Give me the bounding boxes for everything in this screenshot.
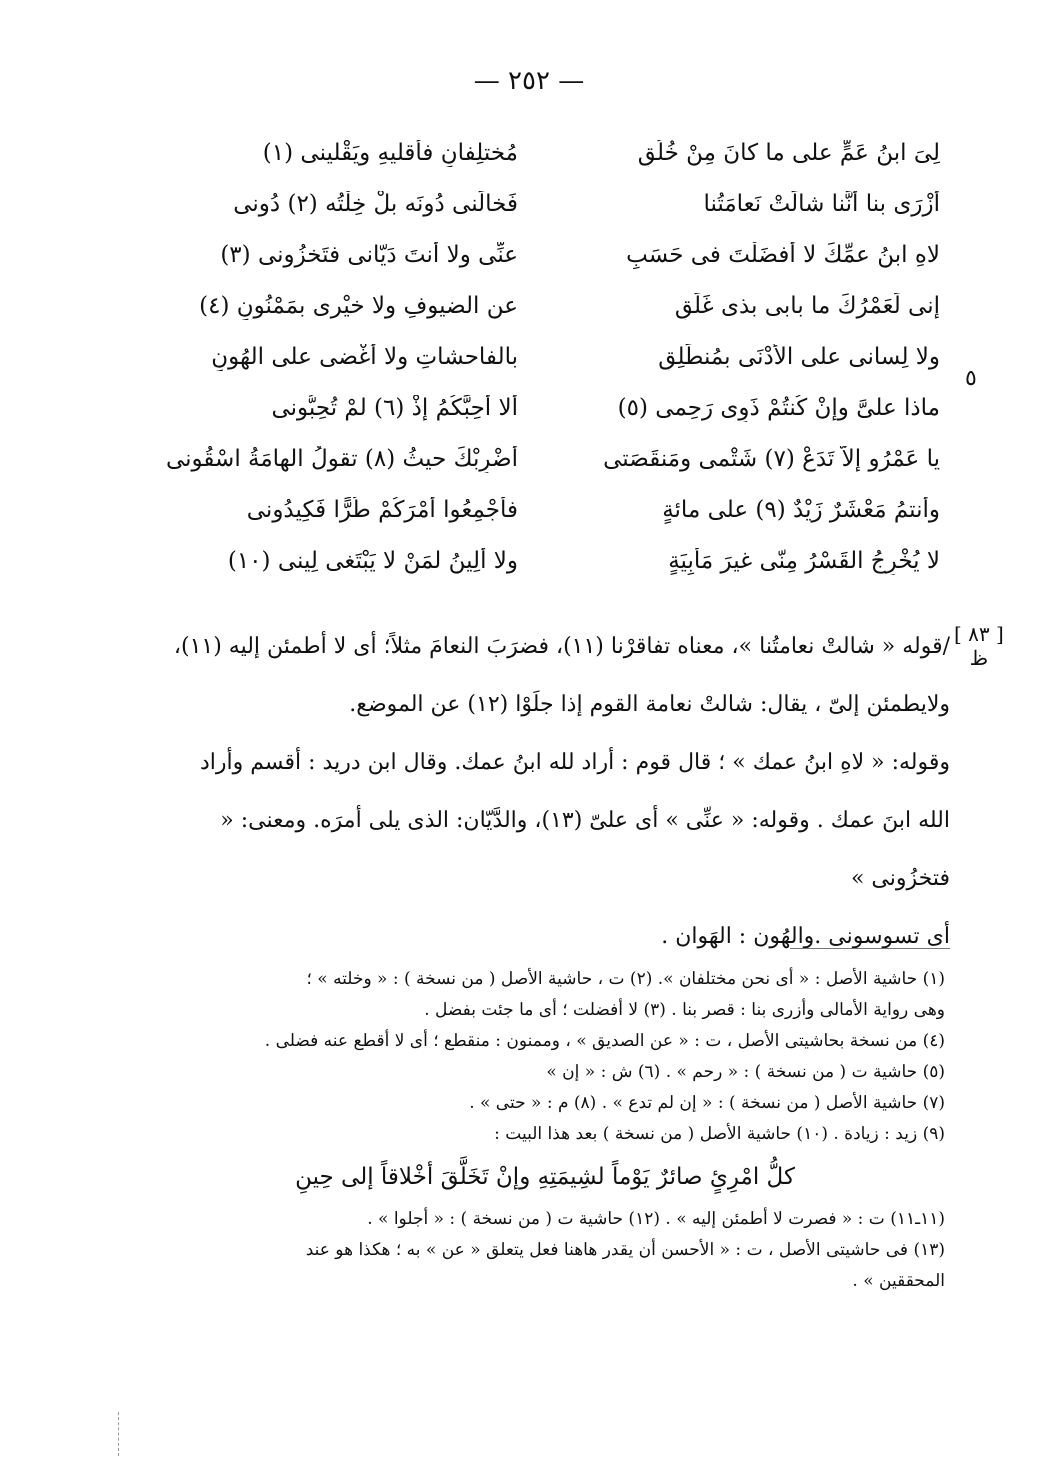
footnote-line: (٥) حاشية ت ( من نسخة ) : « رحم » . (٦) ش : « إن » — [546, 1062, 945, 1082]
verse-second-hemistich: عنِّى ولا أنتَ دَيّانى فتَخزُونى (٣) — [220, 241, 518, 268]
folio-number: [ ٨٣ ] — [954, 622, 1004, 646]
commentary-line: /قوله « شالتْ نعامتُنا »، معناه تفاقرْنا (١١)، فضرَبَ النعامَ مثلاً؛ أى لا أطمئن إليه (١١)، — [173, 634, 950, 659]
verse-second-hemistich: ألا أُحِبَّكُمُ إذْ (٦) لمْ تُحِبُّونى — [271, 394, 518, 421]
footnote-line: (٤) من نسخة بحاشيتى الأصل ، ت : « عن الصديق » ، وممنون : منقطع ؛ أى لا أقطع عنه فضلى . — [264, 1031, 945, 1051]
verse — [160, 230, 940, 281]
verse-first-hemistich: لا يُخْرِجُ القَسْرُ مِنّى غيرَ مَأْبِيَةٍ — [668, 547, 940, 574]
verse — [160, 179, 940, 230]
footnote-line: (١) حاشية الأصل : « أى نحن مختلفان ». (٢) ت ، حاشية الأصل ( من نسخة ) : « وخلته » ؛ — [306, 969, 945, 989]
verse — [160, 434, 940, 485]
folio-side: ظ — [969, 646, 989, 670]
footnote-line: وهى رواية الأمالى وأزرى بنا : قصر بنا . (٣) لا أفضلت ؛ أى ما جئت بفضل . — [424, 1000, 945, 1020]
verse-first-hemistich: ماذا علىَّ وإنْ كُنتُمْ ذَوِى رَحِمى (٥) — [617, 394, 940, 421]
verse-first-hemistich: إنى لَعَمْرُكَ ما بابى بذى غَلَقٍ — [674, 292, 940, 319]
footnote-line: (١١ـ١١) ت : « فصرت لا أطمئن إليه » . (١٢) حاشية ت ( من نسخة ) : « أجلوا » . — [367, 1209, 945, 1229]
verse-first-hemistich: أزْرَى بنا أنَّنا شالَتْ نَعامَتُنا — [703, 190, 940, 217]
verse — [160, 332, 940, 383]
footnote-line: (٩) زيد : زيادة . (١٠) حاشية الأصل ( من نسخة ) بعد هذا البيت : — [494, 1124, 945, 1144]
verse — [160, 128, 940, 179]
line-number-marker: ٥ — [965, 366, 977, 391]
manuscript-folio-reference — [954, 622, 1004, 670]
commentary-line: أى تسوسونى .والهُون : الهَوان . — [661, 924, 950, 949]
commentary-line: الله ابنَ عمك . وقوله: « عنِّى » أى علىّ (١٣)، والدَّيّان: الذى يلى أمرَه. ومعنى: « فتخزُونى » — [220, 808, 950, 891]
verse-second-hemistich: مُختلِفانِ فأقليهِ ويَقْلينى (١) — [262, 139, 518, 166]
footnote-verse: كلُّ امْرِئٍ صائرٌ يَوْماً لشِيمَتِهِ وإنْ تَخَلَّقَ أخْلاقاً إلى حِينِ — [295, 1164, 795, 1190]
verse-second-hemistich: عن الضيوفِ ولا خيْرى بمَمْنُونِ (٤) — [199, 292, 518, 319]
verse — [160, 485, 940, 536]
verse-first-hemistich: لاهِ ابنُ عمِّكَ لا أفضَلْتَ فى حَسَبٍ — [626, 241, 940, 268]
scan-artifact — [118, 1412, 129, 1456]
verse-first-hemistich: لِىَ ابنُ عَمٍّ على ما كانَ مِنْ خُلُقٍ — [637, 139, 940, 166]
verse — [160, 281, 940, 332]
footnote-line: المحققين » . — [852, 1271, 945, 1291]
commentary — [150, 618, 950, 966]
commentary-line: ولايطمئن إلىّ ، يقال: شالتْ نعامة القوم إذا جلَوْا (١٢) عن الموضع. — [349, 692, 950, 717]
verse-second-hemistich: فأجْمِعُوا أمْرَكُمْ طُرًّا فَكِيدُونى — [246, 496, 518, 523]
footnote-line: (٧) حاشية الأصل ( من نسخة ) : « إن لم تدع » . (٨) م : « حتى » . — [469, 1093, 945, 1113]
verse-first-hemistich: وأنتمُ مَعْشَرٌ زَيْدٌ (٩) على مائةٍ — [662, 496, 940, 523]
verse-second-hemistich: ولا أَلِينُ لمَنْ لا يَبْتَغى لِينى (١٠) — [227, 547, 518, 574]
verse — [160, 383, 940, 434]
footnote-line: (١٣) فى حاشيتى الأصل ، ت : « الأحسن أن يقدر هاهنا فعل يتعلق « عن » به ؛ هكذا هو عند — [305, 1240, 945, 1260]
commentary-line: وقوله: « لاهِ ابنُ عمك » ؛ قال قوم : أراد لله ابنُ عمك. وقال ابن دريد : أقسم وأراد — [199, 750, 950, 775]
verse-second-hemistich: فَخالَنى دُونَه بلْ خِلْتُه (٢) دُونى — [233, 190, 518, 217]
page-number: — ٢٥٢ — — [473, 66, 585, 96]
verse-first-hemistich: ولا لِسانى على الأدْنَى بمُنطَلِقٍ — [658, 343, 940, 370]
poem — [160, 128, 940, 587]
footnote-separator — [790, 948, 950, 949]
verse-second-hemistich: أضْرِبْكَ حيثُ (٨) تقولُ الهامَةُ اسْقُونى — [165, 445, 518, 472]
verse-second-hemistich: بالفاحشاتِ ولا أُغْضى على الهُونِ — [211, 343, 518, 370]
verse — [160, 536, 940, 587]
footnotes — [145, 964, 945, 1297]
verse-first-hemistich: يا عَمْرُو إلاّ تَدَعْ (٧) شَتْمى ومَنقَصَتى — [603, 445, 940, 472]
